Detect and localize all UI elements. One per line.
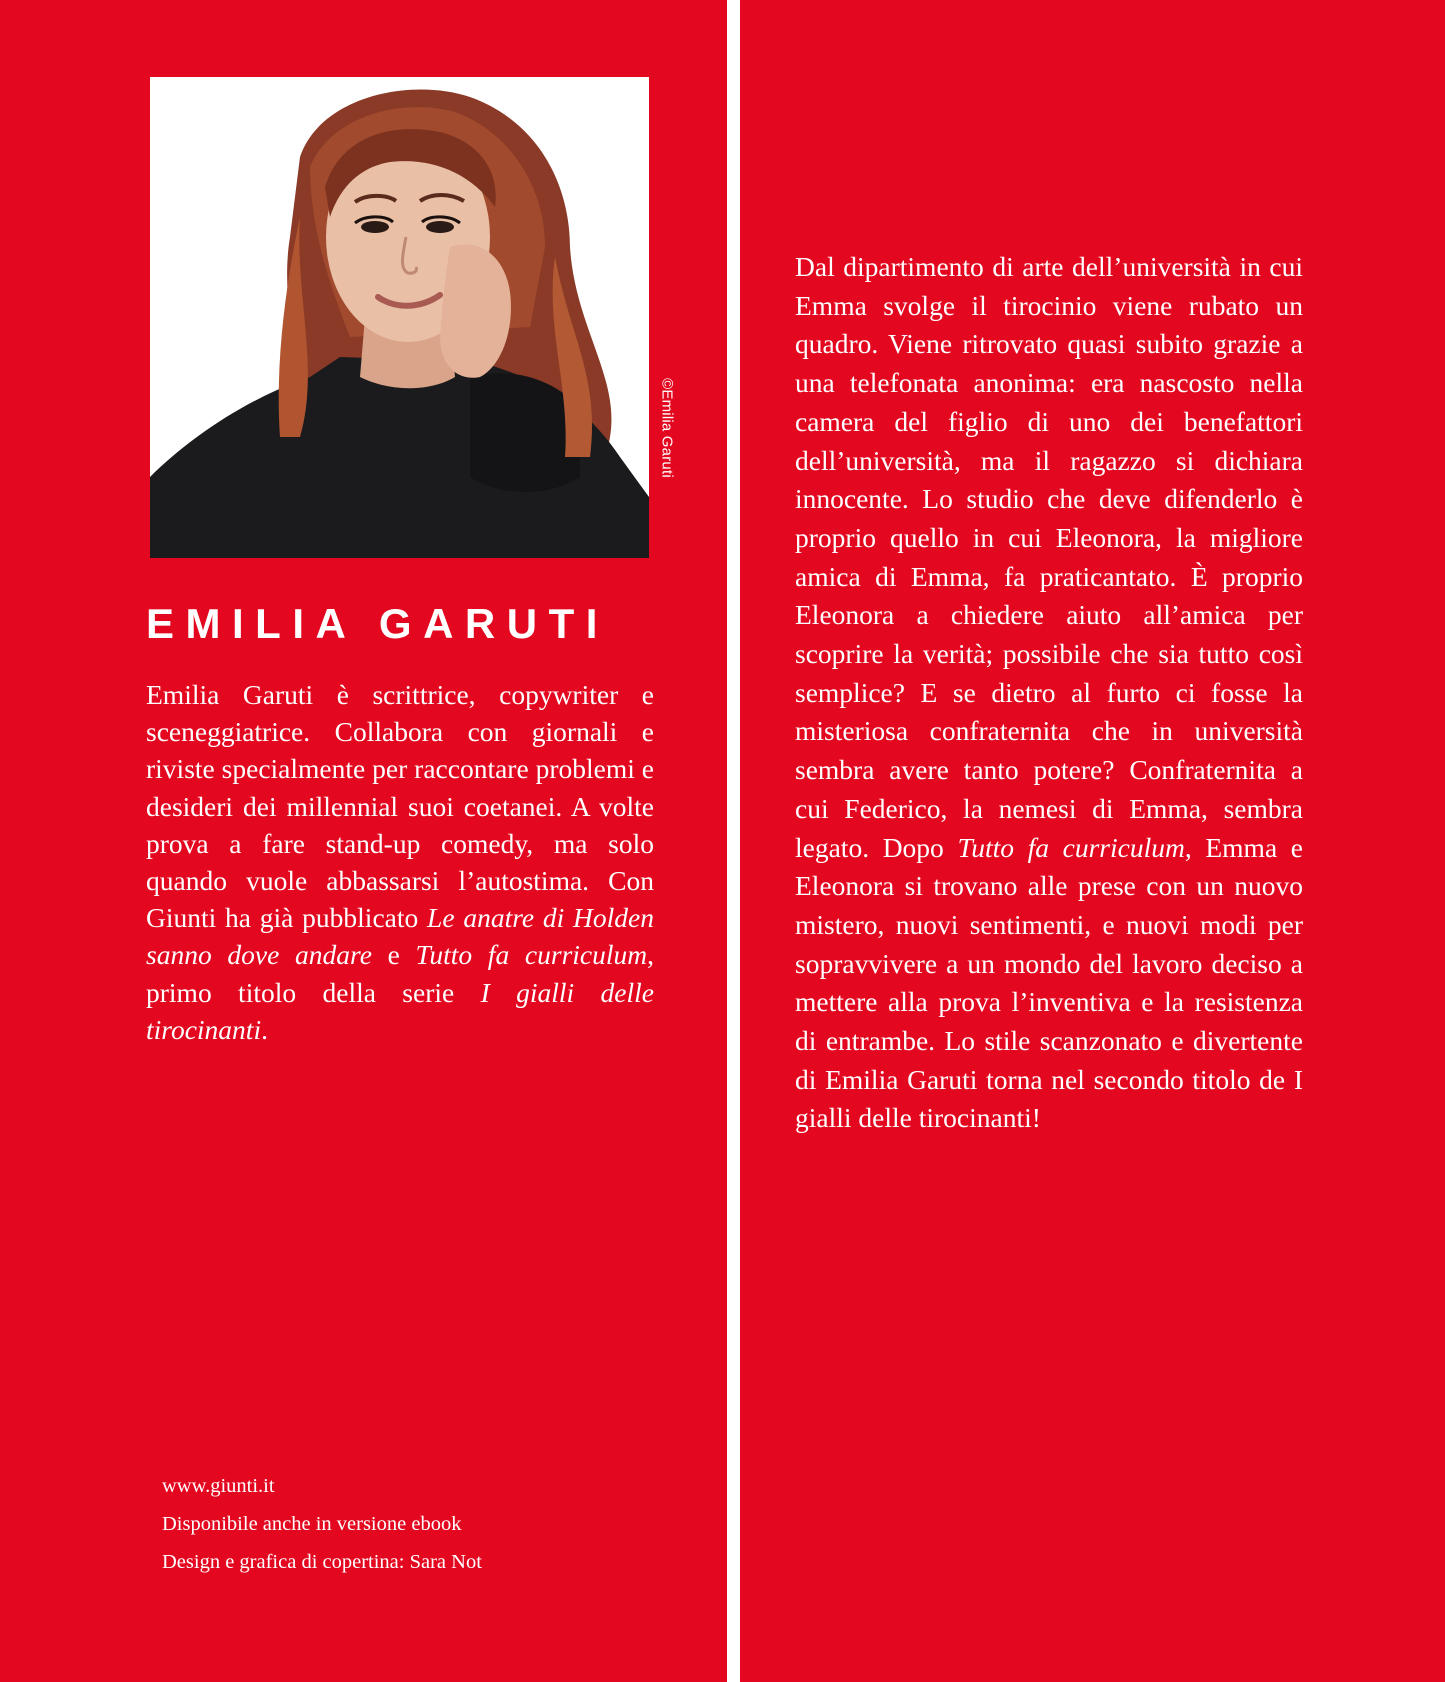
publisher-website: www.giunti.it [162,1475,275,1497]
blurb-text: , Emma e Eleonora si trovano alle prese con un nuovo mistero, nuovi sentimenti, e nuovi modi per sopravvivere a un mondo del lavoro deciso a mettere alla prova l’inventiva e la resistenza di entrambe. Lo stile scanzonato e divertente di Emilia Garuti torna nel secondo titolo de I gialli delle tirocinanti! [795,831,1303,1134]
ebook-note: Disponibile anche in versione ebook [162,1513,462,1535]
photo-credit: ©Emilia Garuti [658,378,676,478]
series-title: I gialli delle tirocinanti [146,976,654,1045]
author-bio [146,676,654,1048]
book-title: Tutto fa curriculum [957,831,1185,863]
publisher-footer [162,1467,482,1581]
design-credit: Design e grafica di copertina: Sara Not [162,1551,482,1573]
blurb-text: Dal dipartimento di arte dell’università in cui Emma svolge il tirocinio viene rubato un quadro. Viene ritrovato quasi subito grazie a una telefonata anonima: era nascosto nella camera del figlio di uno dei benefattori dell’università, ma il ragazzo si dichiara innocente. Lo studio che deve difenderlo è proprio quello in cui Eleonora, la migliore amica di Emma, fa praticantato. È proprio Eleonora a chiedere aiuto all’amica per scoprire la verità; possibile che sia tutto così semplice? E se dietro al furto ci fosse la misteriosa confraternita che in università sembra avere tanto potere? Confraternita a cui Federico, la nemesi di Emma, sembra legato. Dopo [795,251,1303,863]
bio-text: . [261,1013,268,1045]
bio-text: , primo titolo della serie [146,939,654,1008]
bio-text: e [371,939,416,971]
book-blurb [795,248,1303,1138]
book-title: Le anatre di Holden sanno dove andare [146,902,655,971]
author-name: EMILIA GARUTI [146,600,609,647]
book-title: Tutto fa curriculum [415,939,648,971]
fold-gap [727,0,740,1682]
bio-text: Emilia Garuti è scrittrice, copywriter e sceneggiatrice. Collabora con giornali e riviste specialmente per raccontare problemi e desideri dei millennial suoi coetanei. A volte prova a fare stand-up comedy, ma solo quando vuole abbassarsi l’autostima. Con Giunti ha già pubblicato [146,679,654,934]
author-photo [150,77,649,558]
